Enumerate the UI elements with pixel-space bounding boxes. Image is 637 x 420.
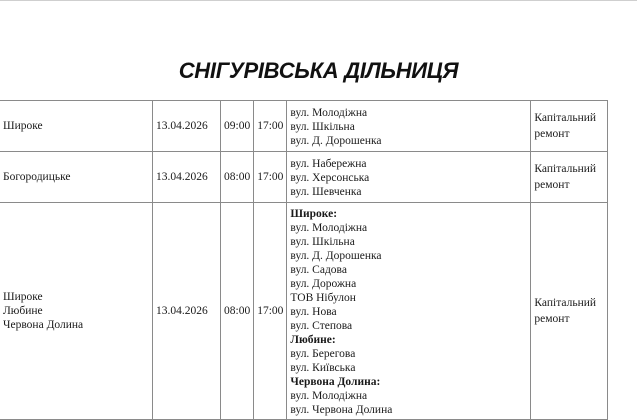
end-time-cell: 17:00 — [254, 101, 287, 152]
street-item: вул. Київська — [290, 362, 356, 374]
street-item: вул. Шкільна — [290, 236, 355, 248]
street-item: вул. Дорожна — [290, 278, 357, 290]
location-name: Широке — [3, 120, 43, 132]
streets-cell — [287, 152, 531, 203]
table-row — [0, 152, 608, 203]
location-name: Любине — [3, 305, 43, 317]
date-cell: 13.04.2026 — [153, 203, 221, 420]
end-time-cell: 17:00 — [254, 152, 287, 203]
street-item: вул. Нова — [290, 306, 337, 318]
street-item: вул. Червона Долина — [290, 404, 393, 416]
street-item: вул. Берегова — [290, 348, 356, 360]
street-item: вул. Шевченка — [290, 186, 362, 198]
work-type-cell: Капітальний ремонт — [531, 152, 608, 203]
locations-cell — [0, 152, 153, 203]
street-group-heading: Широке: — [290, 208, 338, 220]
table-row — [0, 203, 608, 420]
location-name: Широке — [3, 291, 43, 303]
location-name: Богородицьке — [3, 171, 71, 183]
streets-cell — [287, 203, 531, 420]
start-time-cell: 08:00 — [221, 152, 254, 203]
street-item: вул. Степова — [290, 320, 353, 332]
date-cell: 13.04.2026 — [153, 152, 221, 203]
street-item: вул. Д. Дорошенка — [290, 250, 382, 262]
start-time-cell: 08:00 — [221, 203, 254, 420]
street-item: вул. Набережна — [290, 158, 367, 170]
location-name: Червона Долина — [3, 319, 84, 331]
page-title: СНІГУРІВСЬКА ДІЛЬНИЦЯ — [178, 58, 459, 83]
start-time-cell: 09:00 — [221, 101, 254, 152]
locations-cell — [0, 203, 153, 420]
streets-cell — [287, 101, 531, 152]
street-item: вул. Д. Дорошенка — [290, 135, 382, 147]
street-item: вул. Молодіжна — [290, 390, 368, 402]
work-type-cell: Капітальний ремонт — [531, 101, 608, 152]
outage-schedule-table — [0, 100, 608, 420]
street-item: вул. Молодіжна — [290, 107, 368, 119]
street-item: вул. Молодіжна — [290, 222, 368, 234]
end-time-cell: 17:00 — [254, 203, 287, 420]
work-type-cell: Капітальний ремонт — [531, 203, 608, 420]
top-divider — [0, 0, 637, 1]
locations-cell — [0, 101, 153, 152]
street-item: вул. Шкільна — [290, 121, 355, 133]
street-item: ТОВ Нібулон — [290, 292, 356, 304]
street-item: вул. Херсонська — [290, 172, 370, 184]
date-cell: 13.04.2026 — [153, 101, 221, 152]
street-item: вул. Садова — [290, 264, 347, 276]
table-row — [0, 101, 608, 152]
street-group-heading: Любине: — [290, 334, 336, 346]
street-group-heading: Червона Долина: — [290, 376, 381, 388]
